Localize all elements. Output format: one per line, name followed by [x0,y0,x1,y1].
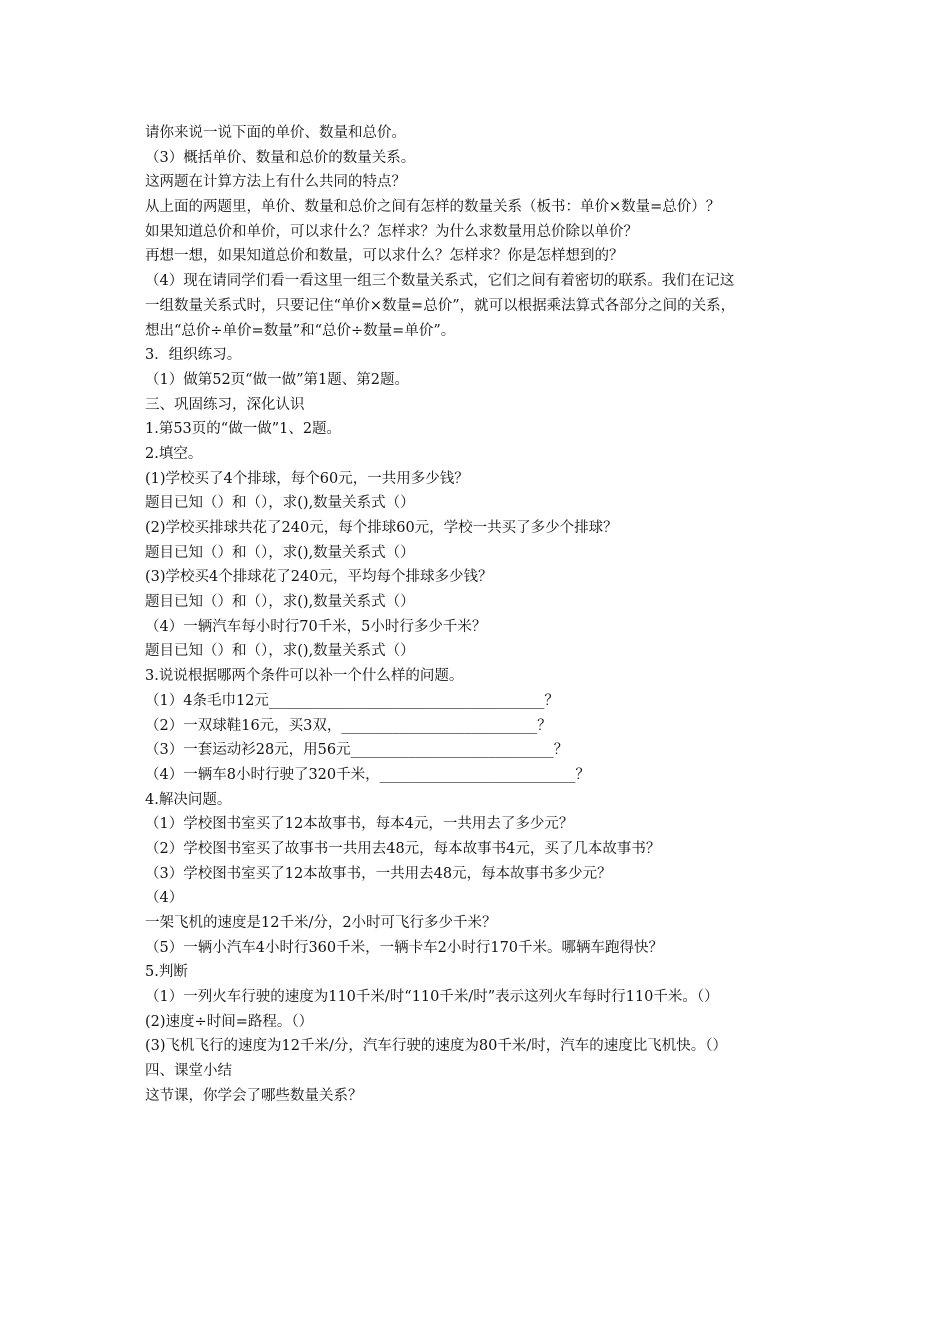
text-line: 1.第53页的“做一做”1、2题。 [145,421,342,438]
text-line: （3）一套运动衫28元，用56元____________________________？ [145,742,569,759]
text-line: 题目已知（）和（），求(),数量关系式（） [145,594,415,611]
text-line: 一组数量关系式时，只要记住“单价×数量=总价”，就可以根据乘法算式各部分之间的关系， [145,297,736,314]
text-line: 题目已知（）和（），求(),数量关系式（） [145,544,415,561]
text-line: （4）现在请同学们看一看这里一组三个数量关系式，它们之间有着密切的联系。我们在记这 [145,273,735,290]
text-line: （2）一双球鞋16元，买3双，___________________________？ [145,717,552,734]
text-line: （1）学校图书室买了12本故事书，每本4元，一共用去了多少元？ [145,816,574,833]
section-heading: 4.解决问题。 [145,791,232,808]
text-line: 题目已知（）和（），求(),数量关系式（） [145,643,415,660]
section-heading: 3．组织练习。 [145,347,242,364]
section-heading: 四、课堂小结 [145,1063,232,1080]
text-line: (1)学校买了4个排球，每个60元，一共用多少钱？ [145,470,469,487]
text-line: 从上面的两题里，单价、数量和总价之间有怎样的数量关系（板书：单价×数量=总价）？ [145,199,721,216]
section-heading: 3.说说根据哪两个条件可以补一个什么样的问题。 [145,668,464,685]
text-line: （4）一辆车8小时行驶了320千米，___________________________？ [145,766,590,783]
text-line: 这节课，你学会了哪些数量关系？ [145,1087,363,1104]
section-heading: 5.判断 [145,964,188,981]
text-line: （1）4条毛巾12元______________________________________？ [145,692,559,709]
text-line: （5）一辆小汽车4小时行360千米，一辆卡车2小时行170千米。哪辆车跑得快？ [145,939,664,956]
text-line: (2)学校买排球共花了240元，每个排球60元，学校一共买了多少个排球？ [145,520,618,536]
text-line: （1）做第52页“做一做”第1题、第2题。 [145,371,409,388]
text-line: 再想一想，如果知道总价和数量，可以求什么？怎样求？你是怎样想到的？ [145,248,624,265]
text-line: （2）学校图书室买了故事书一共用去48元，每本故事书4元，买了几本故事书？ [145,840,661,857]
text-line: (3)飞机飞行的速度为12千米/分，汽车行驶的速度为80千米/时，汽车的速度比飞机快。（） [145,1038,727,1055]
text-line: （4）一辆汽车每小时行70千米，5小时行多少千米？ [145,618,487,635]
section-heading: 三、巩固练习，深化认识 [145,396,305,413]
text-line: 请你来说一说下面的单价、数量和总价。 [145,125,406,141]
text-line: （1）一列火车行驶的速度为110千米/时“110千米/时”表示这列火车每时行110千米。（） [145,989,719,1006]
text-line: 这两题在计算方法上有什么共同的特点？ [145,174,406,191]
text-line: （4） [145,890,184,907]
document-page [145,121,825,1109]
text-line: (2)速度÷时间=路程。（） [145,1013,314,1030]
text-line: （3）概括单价、数量和总价的数量关系。 [145,149,416,166]
text-line: （3）学校图书室买了12本故事书，一共用去48元，每本故事书多少元？ [145,865,612,882]
text-line: 题目已知（）和（），求(),数量关系式（） [145,495,415,512]
text-line: 如果知道总价和单价，可以求什么？怎样求？为什么求数量用总价除以单价？ [145,223,638,240]
text-line: 想出“总价÷单价=数量”和“总价÷数量=单价”。 [145,322,456,339]
section-heading: 2.填空。 [145,445,203,462]
text-line: (3)学校买4个排球花了240元，平均每个排球多少钱？ [145,569,493,586]
text-line: 一架飞机的速度是12千米/分，2小时可飞行多少千米？ [145,915,497,931]
